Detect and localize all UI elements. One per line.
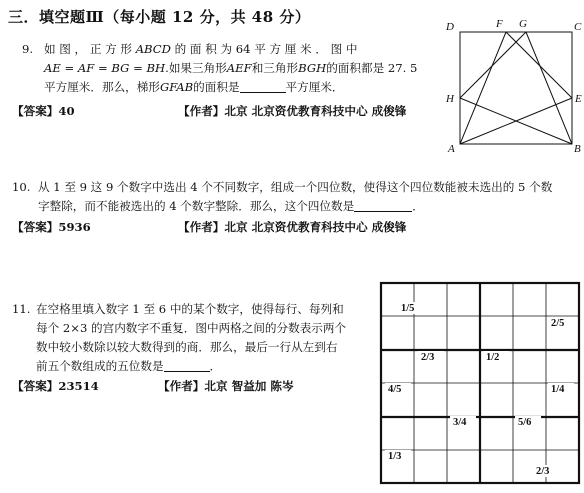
- square-abcd: [460, 32, 572, 144]
- section-title: 三．填空题Ⅲ（每小题 12 分，共 48 分）: [8, 8, 311, 26]
- label-b: B: [574, 143, 581, 152]
- fraction-label: 5/6: [518, 417, 532, 428]
- q10-number: 10.: [12, 180, 31, 194]
- q11-line2: 每个 2×3 的宫内数字不重复．图中两格之间的分数表示两个: [36, 321, 347, 335]
- line-af: [460, 32, 506, 144]
- q10-text: [38, 178, 578, 216]
- label-d: D: [446, 21, 454, 33]
- q11-answer: 【答案】23514: [12, 379, 99, 393]
- q9-line2: AE = AF = BG = BH.如果三角形AEF和三角形BGH的面积都是 27. 5: [44, 61, 418, 75]
- fraction-label: 2/5: [551, 318, 565, 329]
- q10-line1: 从 1 至 9 这 9 个数字中选出 4 个不同数字，组成一个四位数，使得这个四位数能被未选出的 5 个数: [38, 180, 553, 194]
- fraction-label: 1/5: [401, 303, 415, 314]
- fraction-label: 2/3: [421, 352, 435, 363]
- q10-answer: 【答案】5936: [12, 220, 91, 234]
- label-g: G: [519, 18, 527, 30]
- fraction-label: 1/4: [551, 384, 565, 395]
- q9-answer: 【答案】40: [12, 104, 75, 118]
- q11-number: 11.: [12, 302, 31, 316]
- q11-text: [36, 300, 376, 376]
- q11-line4: 前五个数组成的五位数是 ．: [36, 359, 222, 373]
- q9-square-figure: [436, 12, 584, 152]
- label-h: H: [446, 93, 454, 105]
- q11-sudoku-grid: [377, 280, 581, 486]
- q9-line3: 平方厘米．那么，梯形GFAB的面积是 平方厘米．: [44, 80, 344, 94]
- q9-author: 【作者】北京 北京资优教育科技中心 成俊锋: [178, 104, 407, 118]
- fraction-label: 3/4: [453, 417, 467, 428]
- q11-answer-blank: [164, 359, 210, 372]
- q11-line1: 在空格里填入数字 1 至 6 中的某个数字，使得每行、每列和: [36, 302, 344, 316]
- q9-line1: 如 图 ， 正 方 形 ABCD 的 面 积 为 64 平 方 厘 米 ． 图 中: [44, 42, 358, 56]
- q9-number: 9.: [22, 42, 34, 56]
- fraction-label: 1/3: [388, 451, 402, 462]
- q11-line3: 数中较小数除以较大数得到的商．那么，最后一行从左到右: [36, 340, 338, 354]
- label-e: E: [575, 93, 582, 105]
- line-bg: [526, 32, 572, 144]
- fraction-label: 2/3: [536, 466, 550, 477]
- q9-text: [44, 40, 444, 97]
- label-a: A: [448, 143, 455, 152]
- label-c: C: [574, 21, 582, 33]
- q10-line2: 字整除，而不能被选出的 4 个数字整除．那么，这个四位数是 ．: [38, 199, 424, 213]
- q11-author: 【作者】北京 智益加 陈岑: [158, 379, 294, 393]
- line-gh: [460, 32, 526, 98]
- fraction-label: 1/2: [486, 352, 500, 363]
- label-f: F: [496, 18, 503, 30]
- q10-answer-blank: [354, 199, 412, 212]
- fraction-label: 4/5: [388, 384, 402, 395]
- q10-author: 【作者】北京 北京资优教育科技中心 成俊锋: [178, 220, 407, 234]
- q9-answer-blank: [240, 80, 286, 93]
